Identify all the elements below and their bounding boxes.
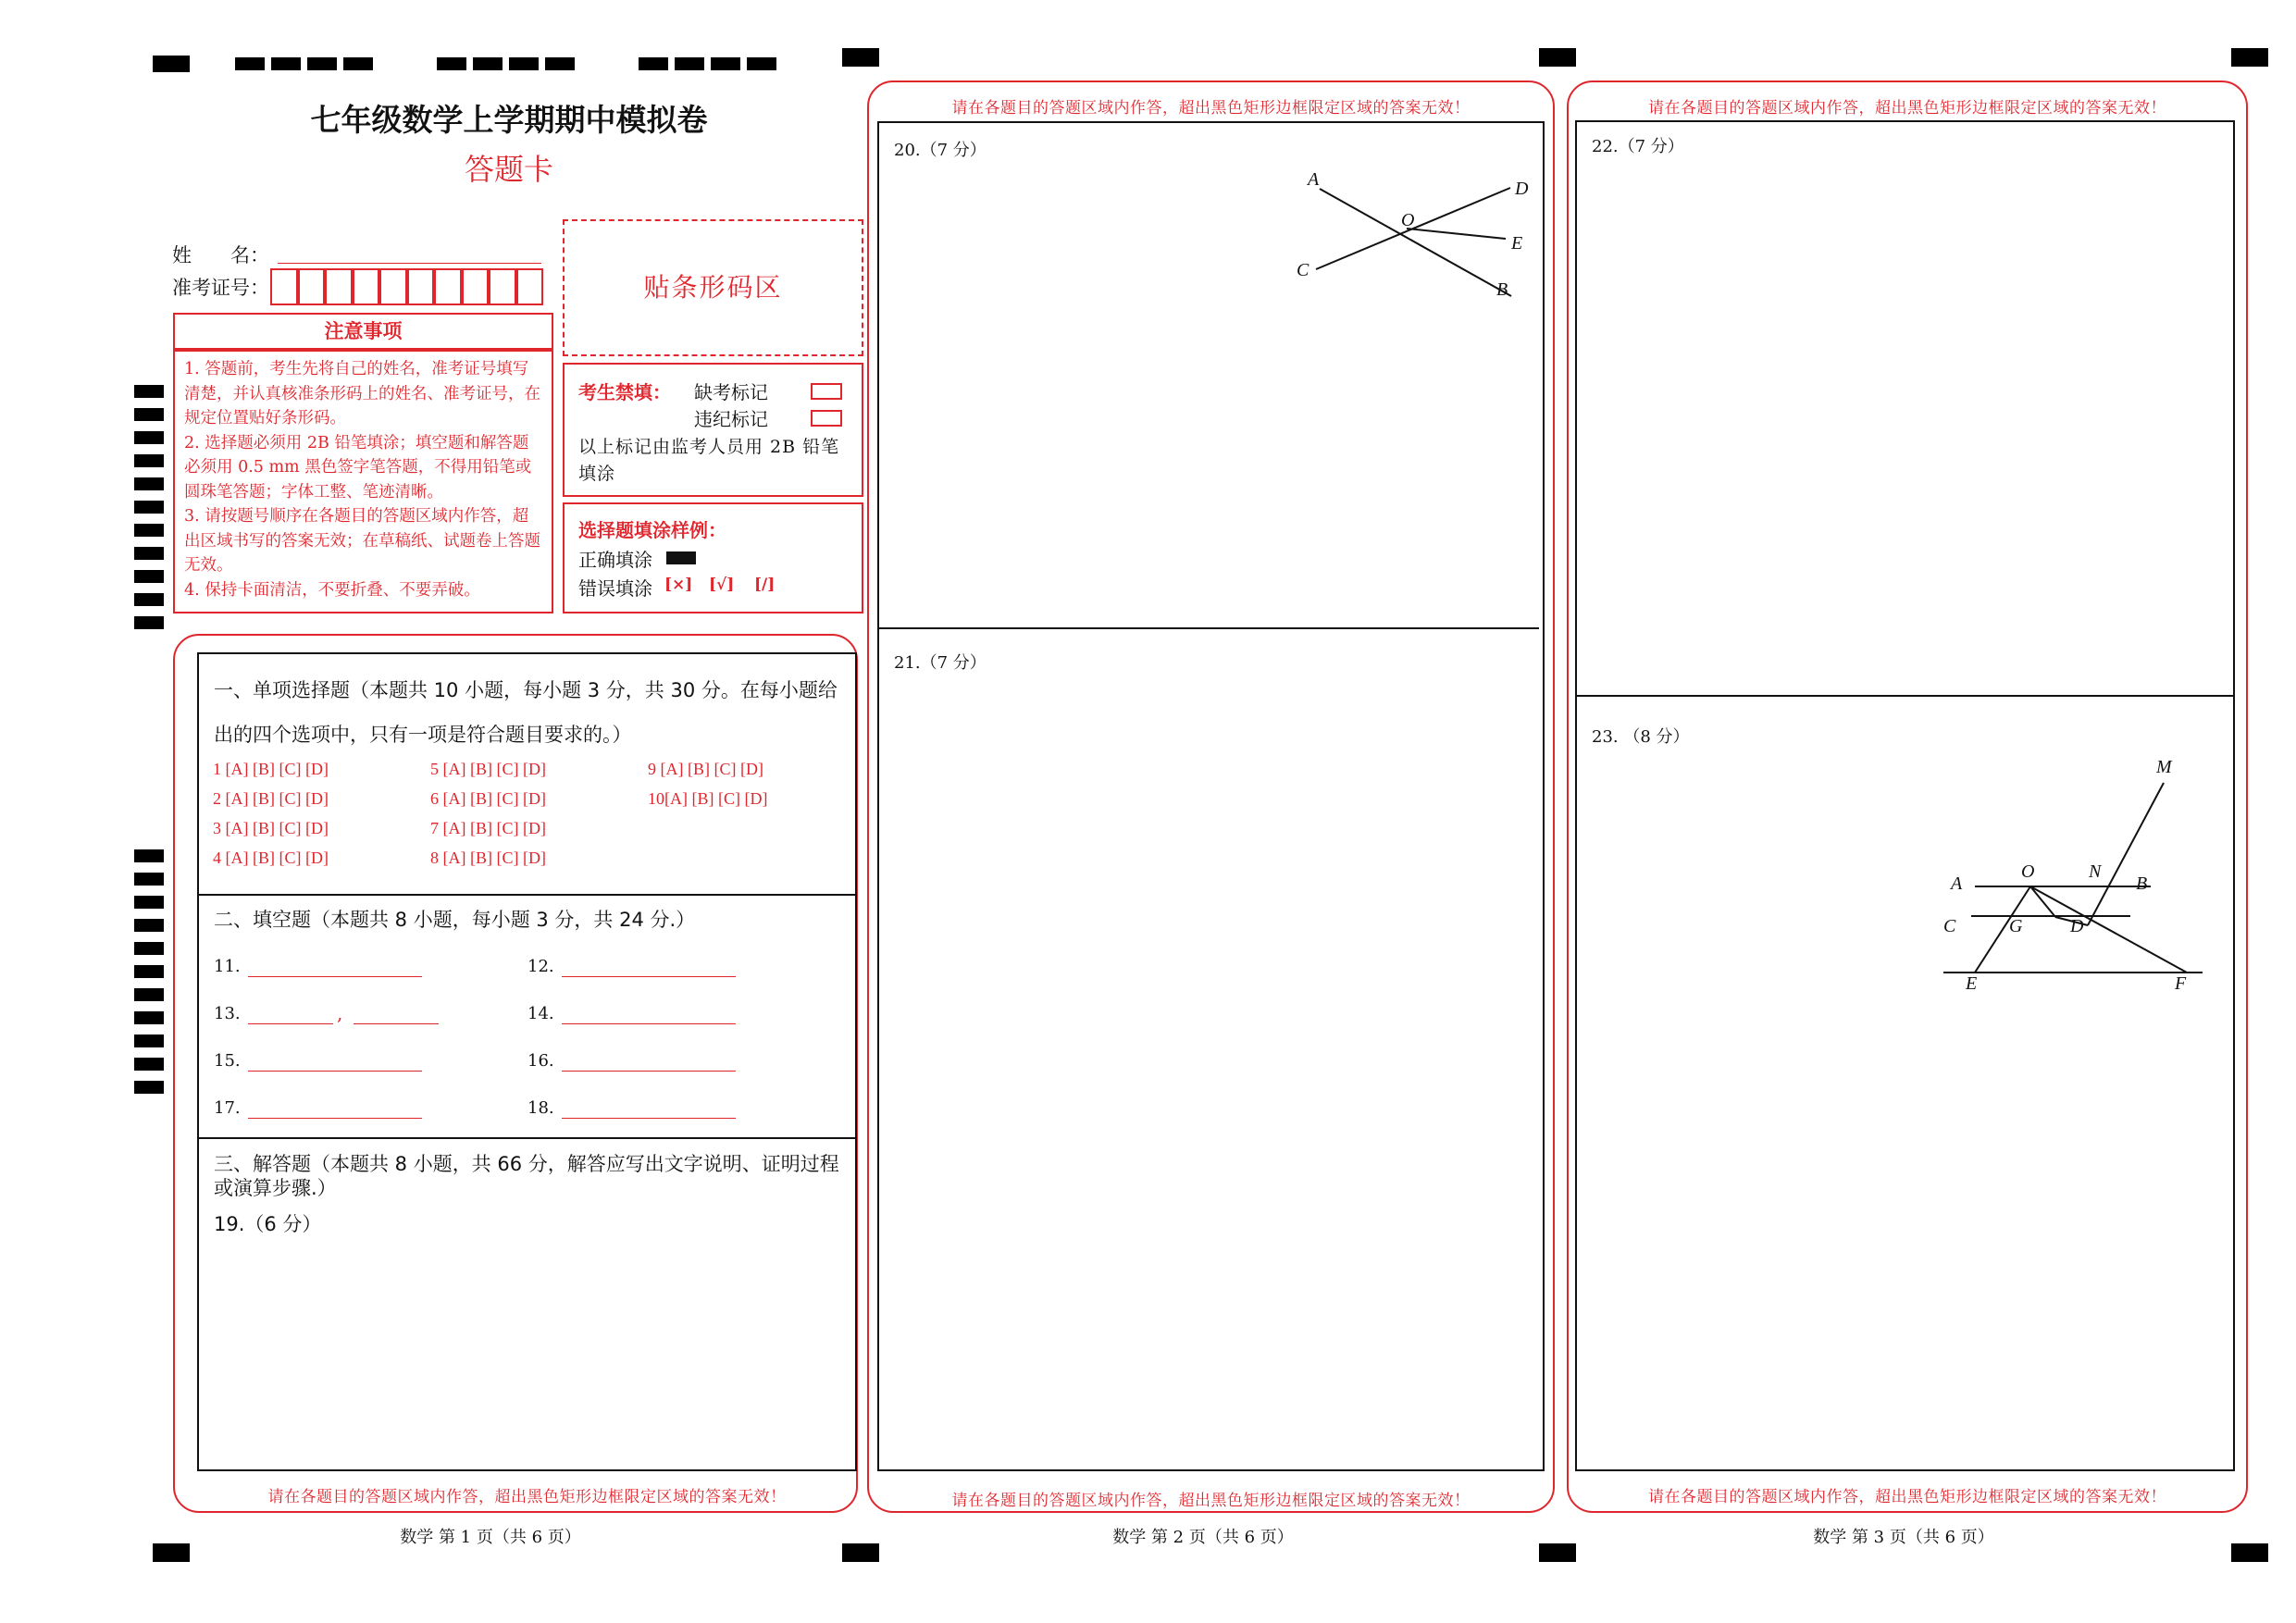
- id-digit-box[interactable]: [407, 268, 435, 305]
- fig23-label-G: G: [2009, 916, 2023, 936]
- warning-page-3-bottom: 请在各题目的答题区域内作答，超出黑色矩形边框限定区域的答案无效！: [1648, 1488, 2166, 1506]
- choice-row-1[interactable]: 1 [A] [B] [C] [D]: [213, 760, 329, 778]
- timing-mark: [134, 849, 164, 862]
- id-digit-box[interactable]: [379, 268, 407, 305]
- blank-13b[interactable]: [354, 1023, 439, 1024]
- section-divider-1: [197, 894, 857, 896]
- name-field[interactable]: [278, 263, 541, 264]
- blank-label-11: 11.: [214, 957, 241, 976]
- fig23-label-C: C: [1943, 916, 1956, 936]
- choice-row-3[interactable]: 3 [A] [B] [C] [D]: [213, 819, 329, 837]
- page-subtitle: 答题卡: [464, 152, 553, 187]
- fig20-label-O: O: [1401, 210, 1415, 230]
- wrong-fill-label: 错误填涂: [578, 577, 652, 600]
- timing-mark: [134, 385, 164, 398]
- q20-q21-divider: [877, 627, 1539, 629]
- blank-14[interactable]: [562, 1023, 736, 1024]
- timing-mark: [134, 873, 164, 886]
- blank-13a[interactable]: [248, 1023, 333, 1024]
- fig23-label-M: M: [2156, 757, 2172, 777]
- timing-mark: [134, 1058, 164, 1071]
- blank-label-18: 18.: [527, 1098, 554, 1118]
- correct-fill-label: 正确填涂: [578, 549, 652, 571]
- timing-mark: [134, 501, 164, 514]
- timing-mark: [134, 988, 164, 1001]
- question-23-label: 23. （8 分）: [1592, 727, 1690, 747]
- blank-label-13: 13.: [214, 1004, 241, 1023]
- warning-page-1: 请在各题目的答题区域内作答，超出黑色矩形边框限定区域的答案无效！: [267, 1488, 787, 1506]
- section1-heading-line1: 一、单项选择题（本题共 10 小题，每小题 3 分，共 30 分。在每小题给: [214, 679, 838, 701]
- id-digit-box[interactable]: [489, 268, 516, 305]
- blank-label-16: 16.: [527, 1051, 554, 1071]
- blank-12[interactable]: [562, 976, 736, 977]
- timing-mark: [134, 431, 164, 444]
- footer-page-1: 数学 第 1 页（共 6 页）: [400, 1528, 581, 1547]
- absent-mark-box[interactable]: [811, 383, 842, 400]
- timing-mark: [134, 408, 164, 421]
- blank-label-17: 17.: [214, 1098, 241, 1118]
- notes-box: [173, 350, 553, 613]
- fig23-label-N: N: [2089, 861, 2102, 882]
- blank-11[interactable]: [248, 976, 422, 977]
- question-19-label: 19.（6 分）: [214, 1213, 322, 1235]
- blank-18[interactable]: [562, 1118, 736, 1119]
- choice-row-4[interactable]: 4 [A] [B] [C] [D]: [213, 849, 329, 867]
- choice-row-6[interactable]: 6 [A] [B] [C] [D]: [430, 789, 546, 808]
- wrong-mark-check: [√]: [709, 576, 735, 594]
- timing-mark: [134, 1011, 164, 1024]
- forbidden-box: [563, 363, 863, 497]
- timing-mark: [134, 454, 164, 467]
- blank-13-comma: ,: [337, 1002, 343, 1024]
- timing-mark: [134, 942, 164, 955]
- timing-mark: [134, 965, 164, 978]
- timing-mark: [134, 477, 164, 490]
- question-20-label: 20.（7 分）: [894, 141, 987, 160]
- fig23-label-A: A: [1951, 873, 1963, 894]
- section1-heading-line2: 出的四个选项中，只有一项是符合题目要求的。）: [214, 724, 632, 746]
- fig20-label-A: A: [1308, 169, 1320, 190]
- timing-mark: [134, 919, 164, 932]
- wrong-mark-cross: [×]: [664, 576, 693, 594]
- fig20-label-C: C: [1297, 260, 1309, 280]
- choice-row-5[interactable]: 5 [A] [B] [C] [D]: [430, 760, 546, 778]
- timing-mark: [134, 524, 164, 537]
- barcode-area: [563, 219, 863, 356]
- fig23-label-F: F: [2175, 973, 2187, 994]
- choice-row-2[interactable]: 2 [A] [B] [C] [D]: [213, 789, 329, 808]
- blank-17[interactable]: [248, 1118, 422, 1119]
- blank-label-14: 14.: [527, 1004, 554, 1023]
- id-digit-box[interactable]: [270, 268, 298, 305]
- id-label: 准考证号：: [172, 277, 269, 299]
- notes-heading: 注意事项: [324, 320, 403, 342]
- footer-page-3: 数学 第 3 页（共 6 页）: [1813, 1528, 1994, 1547]
- id-digit-box[interactable]: [298, 268, 326, 305]
- forbidden-note: 以上标记由监考人员用 2B 铅笔填涂: [578, 437, 840, 484]
- question-21-label: 21.（7 分）: [894, 653, 987, 673]
- footer-page-2: 数学 第 2 页（共 6 页）: [1112, 1528, 1294, 1547]
- timing-mark: [134, 570, 164, 583]
- answer-area-19[interactable]: [199, 1240, 855, 1469]
- absent-label: 缺考标记: [694, 381, 768, 403]
- warning-page-2-top: 请在各题目的答题区域内作答，超出黑色矩形边框限定区域的答案无效！: [951, 99, 1471, 118]
- barcode-label: 贴条形码区: [643, 272, 783, 303]
- page-title: 七年级数学上学期期中模拟卷: [310, 102, 708, 138]
- forbidden-label: 考生禁填：: [578, 381, 671, 403]
- blank-16[interactable]: [562, 1071, 736, 1072]
- section3-heading-line1: 三、解答题（本题共 8 小题，共 66 分，解答应写出文字说明、证明过程: [214, 1153, 839, 1175]
- question-22-label: 22.（7 分）: [1592, 137, 1684, 156]
- warning-page-3-top: 请在各题目的答题区域内作答，超出黑色矩形边框限定区域的答案无效！: [1648, 99, 2166, 118]
- note-1: 1. 答题前，考生先将自己的姓名，准考证号填写清楚，并认真核准条形码上的姓名、准考证号，在规定位置贴好条形码。: [184, 360, 540, 427]
- violation-label: 违纪标记: [694, 408, 768, 430]
- id-digit-box[interactable]: [325, 268, 353, 305]
- name-label: 姓 名：: [172, 244, 269, 266]
- choice-row-9[interactable]: 9 [A] [B] [C] [D]: [648, 760, 763, 778]
- id-digit-box[interactable]: [516, 268, 544, 305]
- fig23-label-E: E: [1966, 973, 1978, 994]
- q22-q23-divider: [1575, 695, 2235, 697]
- fig20-label-B: B: [1496, 279, 1508, 300]
- note-4: 4. 保持卡面清洁，不要折叠、不要弄破。: [184, 580, 480, 600]
- answer-area-22[interactable]: [1577, 162, 2233, 693]
- notes-heading-box: [173, 313, 553, 350]
- section2-heading: 二、填空题（本题共 8 小题，每小题 3 分，共 24 分.）: [214, 909, 696, 931]
- section-divider-2: [197, 1137, 857, 1139]
- timing-mark: [134, 1035, 164, 1047]
- blank-label-12: 12.: [527, 957, 554, 976]
- id-digit-box[interactable]: [434, 268, 462, 305]
- violation-mark-box[interactable]: [811, 410, 842, 427]
- timing-mark: [134, 547, 164, 560]
- fig23-label-B: B: [2136, 873, 2148, 894]
- answer-area-21[interactable]: [879, 675, 1542, 1469]
- id-digit-box[interactable]: [353, 268, 380, 305]
- fig23-label-O: O: [2021, 861, 2035, 882]
- timing-mark: [134, 616, 164, 629]
- correct-fill-sample: [666, 551, 696, 564]
- fill-example-heading: 选择题填涂样例：: [578, 519, 726, 541]
- wrong-mark-slash: [/]: [754, 576, 776, 594]
- blank-label-15: 15.: [214, 1051, 241, 1071]
- fill-example-box: [563, 502, 863, 613]
- id-digit-box[interactable]: [462, 268, 490, 305]
- warning-page-2-bottom: 请在各题目的答题区域内作答，超出黑色矩形边框限定区域的答案无效！: [951, 1492, 1471, 1510]
- fig20-label-D: D: [1515, 179, 1529, 199]
- choice-row-10[interactable]: 10[A] [B] [C] [D]: [648, 789, 768, 808]
- choice-row-8[interactable]: 8 [A] [B] [C] [D]: [430, 849, 546, 867]
- blank-15[interactable]: [248, 1071, 422, 1072]
- timing-mark: [134, 593, 164, 606]
- timing-mark: [134, 1081, 164, 1094]
- timing-mark: [134, 896, 164, 909]
- fig20-label-E: E: [1511, 233, 1523, 254]
- note-2: 2. 选择题必须用 2B 铅笔填涂；填空题和解答题必须用 0.5 mm 黑色签字笔答题，不得用铅笔或圆珠笔答题；字体工整、笔迹清晰。: [184, 433, 532, 502]
- note-3: 3. 请按题号顺序在各题目的答题区域内作答，超出区域书写的答案无效；在草稿纸、试题卷上答题无效。: [184, 507, 540, 575]
- fig23-label-D: D: [2070, 916, 2084, 936]
- choice-row-7[interactable]: 7 [A] [B] [C] [D]: [430, 819, 546, 837]
- section3-heading-line2: 或演算步骤.）: [214, 1177, 337, 1199]
